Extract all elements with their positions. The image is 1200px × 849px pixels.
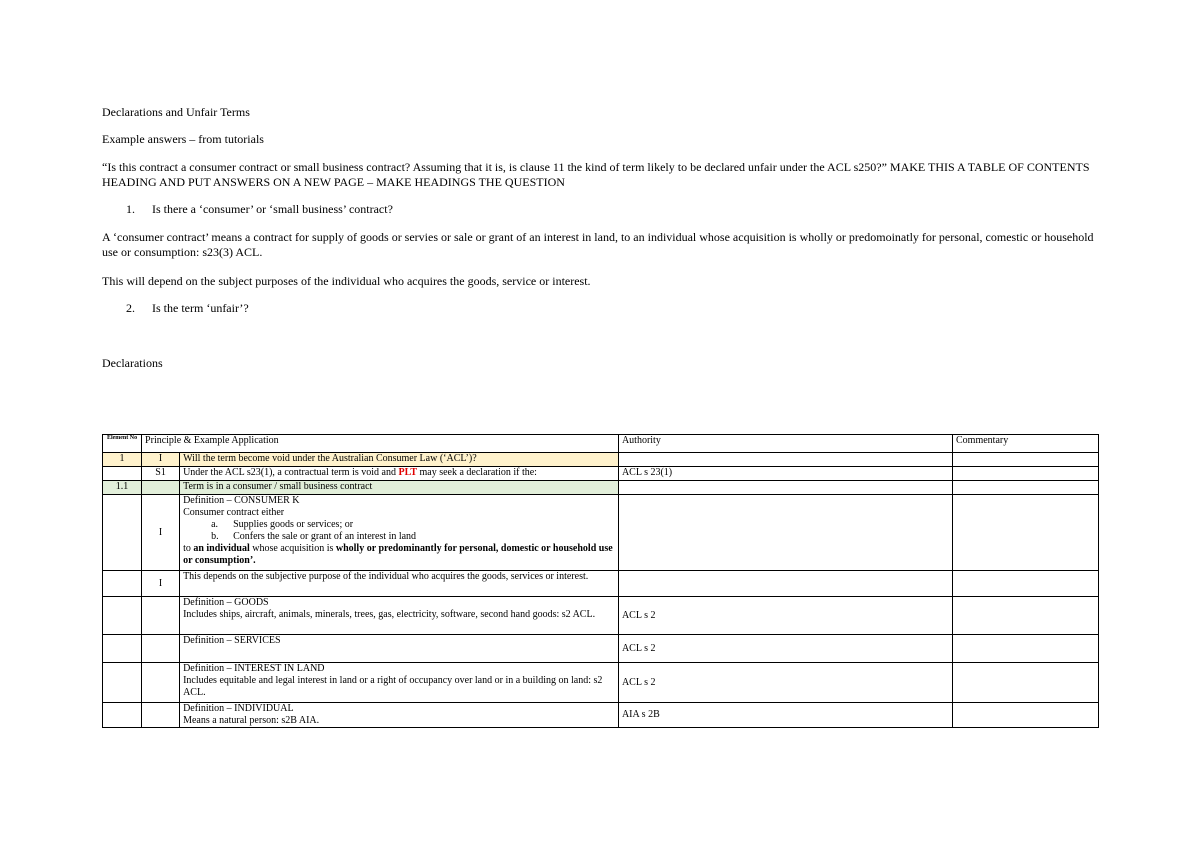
commentary-cell bbox=[953, 703, 1099, 728]
authority-cell bbox=[618, 571, 952, 597]
definition-heading: Definition – INDIVIDUAL bbox=[183, 703, 294, 714]
question-paragraph: “Is this contract a consumer contract or small business contract? Assuming that it is, is clause 11 the kind of term likely to be declared unfair under the ACL s250?” MAKE THIS A TABLE OF CONTENTS HEADING AND PUT ANSWERS ON A NEW PAGE – MAKE HEADINGS THE QUESTION bbox=[102, 160, 1090, 189]
doc-subtitle: Example answers – from tutorials bbox=[102, 132, 264, 146]
definition-heading: Definition – INTEREST IN LAND bbox=[183, 663, 325, 674]
section-heading-declarations: Declarations bbox=[102, 356, 163, 370]
list-label: b. bbox=[211, 531, 219, 542]
authority-cell bbox=[618, 453, 952, 467]
element-cell bbox=[103, 597, 142, 635]
sub-cell: S1 bbox=[142, 467, 180, 481]
list-number: 2. bbox=[126, 301, 135, 315]
element-cell: 1.1 bbox=[103, 481, 142, 495]
element-cell bbox=[103, 663, 142, 703]
element-cell: 1 bbox=[103, 453, 142, 467]
principle-cell bbox=[180, 467, 619, 481]
list-item bbox=[183, 519, 615, 531]
table-row bbox=[103, 467, 1099, 481]
definition-heading: Definition – SERVICES bbox=[183, 635, 281, 646]
sub-cell bbox=[142, 597, 180, 635]
authority-cell: ACL s 2 bbox=[618, 635, 952, 663]
element-cell bbox=[103, 703, 142, 728]
definition-text bbox=[183, 543, 615, 567]
definition-text: Means a natural person: s2B AIA. bbox=[183, 715, 320, 726]
sub-cell bbox=[142, 635, 180, 663]
text-run: whose acquisition is bbox=[249, 543, 336, 554]
principle-text: Under the ACL s23(1), a contractual term is void and bbox=[183, 467, 399, 478]
element-cell bbox=[103, 635, 142, 663]
principle-cell bbox=[180, 597, 619, 635]
list-text: Confers the sale or grant of an interest in land bbox=[233, 531, 417, 542]
principle-cell: Will the term become void under the Australian Consumer Law (‘ACL’)? bbox=[180, 453, 619, 467]
list-item bbox=[126, 301, 249, 316]
header-element: Element No bbox=[103, 435, 142, 453]
table-row bbox=[103, 635, 1099, 663]
authority-cell bbox=[618, 495, 952, 571]
principle-cell: Term is in a consumer / small business contract bbox=[180, 481, 619, 495]
table-row bbox=[103, 663, 1099, 703]
commentary-cell bbox=[953, 663, 1099, 703]
table-row bbox=[103, 703, 1099, 728]
table-row bbox=[103, 453, 1099, 467]
bold-text: wholly or predominantly for personal, domestic or household use or consumption’. bbox=[183, 543, 613, 566]
commentary-cell bbox=[953, 635, 1099, 663]
definition-heading: Definition – CONSUMER K bbox=[183, 495, 300, 506]
commentary-cell bbox=[953, 597, 1099, 635]
list-text: Is the term ‘unfair’? bbox=[152, 301, 249, 315]
header-authority: Authority bbox=[618, 435, 952, 453]
bold-text: an individual bbox=[193, 543, 250, 554]
sub-cell bbox=[142, 703, 180, 728]
sub-cell: I bbox=[142, 571, 180, 597]
header-principle: Principle & Example Application bbox=[142, 435, 619, 453]
sub-cell: I bbox=[142, 495, 180, 571]
authority-cell: ACL s 23(1) bbox=[618, 467, 952, 481]
commentary-cell bbox=[953, 495, 1099, 571]
list-text: Is there a ‘consumer’ or ‘small business’ contract? bbox=[152, 202, 393, 216]
table-row bbox=[103, 597, 1099, 635]
plt-highlight: PLT bbox=[398, 467, 417, 478]
principle-cell bbox=[180, 663, 619, 703]
sub-cell bbox=[142, 481, 180, 495]
principle-cell bbox=[180, 635, 619, 663]
list-number: 1. bbox=[126, 202, 135, 216]
list-item bbox=[126, 202, 393, 217]
definition-text: Consumer contract either bbox=[183, 507, 285, 518]
list-label: a. bbox=[211, 519, 219, 530]
definition-text: Includes equitable and legal interest in land or a right of occupancy over land or in a building on land: s2 ACL. bbox=[183, 675, 603, 698]
text-run: to bbox=[183, 543, 194, 554]
commentary-cell bbox=[953, 571, 1099, 597]
sub-cell bbox=[142, 663, 180, 703]
commentary-cell bbox=[953, 481, 1099, 495]
definition-text: Includes ships, aircraft, animals, minerals, trees, gas, electricity, software, second hand goods: s2 ACL. bbox=[183, 609, 596, 620]
sub-cell: I bbox=[142, 453, 180, 467]
table-row bbox=[103, 495, 1099, 571]
principle-text: may seek a declaration if the: bbox=[417, 467, 537, 478]
element-cell bbox=[103, 571, 142, 597]
definition-heading: Definition – GOODS bbox=[183, 597, 269, 608]
authority-cell: AIA s 2B bbox=[618, 703, 952, 728]
table-row bbox=[103, 571, 1099, 597]
depends-paragraph: This will depend on the subject purposes of the individual who acquires the goods, service or interest. bbox=[102, 274, 591, 288]
principle-cell bbox=[180, 703, 619, 728]
table-header-row bbox=[103, 435, 1099, 453]
declarations-table bbox=[102, 434, 1099, 728]
header-commentary: Commentary bbox=[953, 435, 1099, 453]
definition-paragraph: A ‘consumer contract’ means a contract for supply of goods or servies or sale or grant of an interest in land, to an individual whose acquisition is wholly or predomoinatly for personal, comestic or household use or consumption: s23(3) ACL. bbox=[102, 230, 1094, 259]
list-text: Supplies goods or services; or bbox=[233, 519, 354, 530]
element-cell bbox=[103, 495, 142, 571]
commentary-cell bbox=[953, 453, 1099, 467]
authority-cell bbox=[618, 481, 952, 495]
authority-cell: ACL s 2 bbox=[618, 597, 952, 635]
principle-cell bbox=[180, 495, 619, 571]
commentary-cell bbox=[953, 467, 1099, 481]
authority-cell: ACL s 2 bbox=[618, 663, 952, 703]
list-item bbox=[183, 531, 615, 543]
doc-title: Declarations and Unfair Terms bbox=[102, 105, 250, 119]
principle-cell: This depends on the subjective purpose of the individual who acquires the goods, services or interest. bbox=[180, 571, 619, 597]
element-cell bbox=[103, 467, 142, 481]
table-row bbox=[103, 481, 1099, 495]
